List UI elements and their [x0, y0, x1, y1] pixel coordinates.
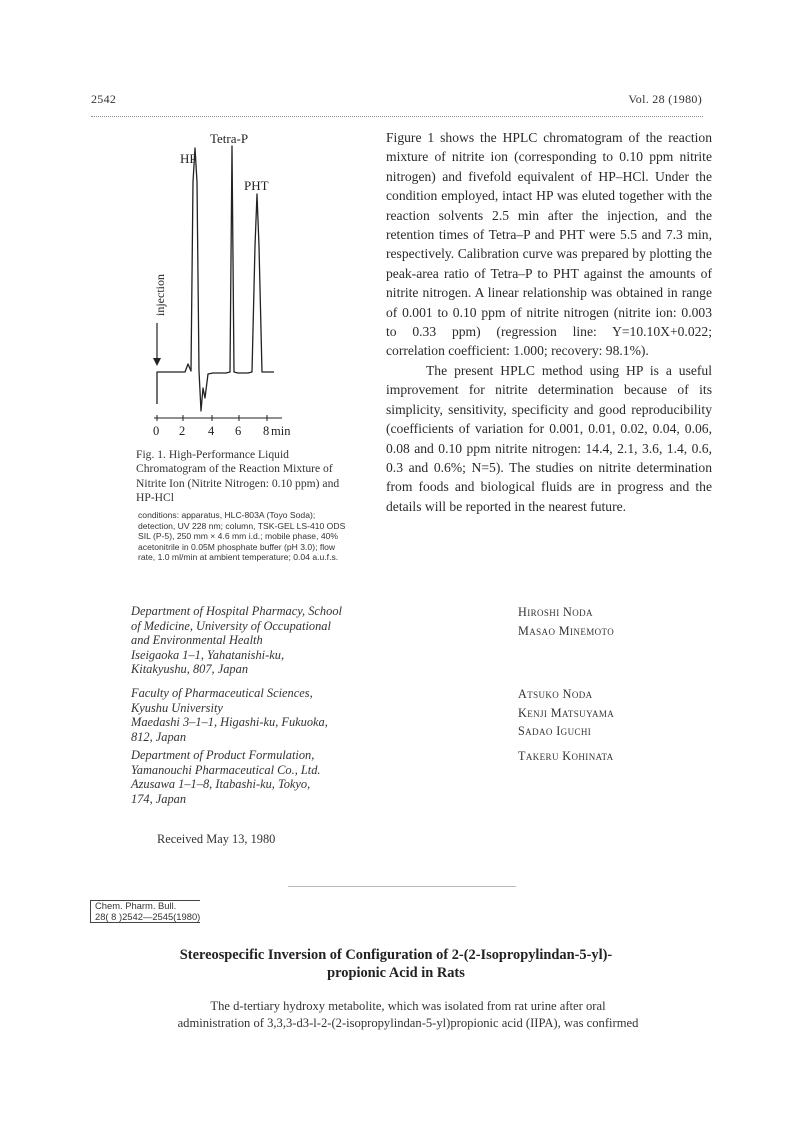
article-abstract: [138, 998, 678, 1031]
affiliation-line: and Environmental Health: [131, 633, 263, 648]
section-separator: [288, 886, 516, 887]
svg-text:injection: injection: [153, 274, 167, 316]
peak-label-pht: PHT: [244, 178, 269, 193]
affiliation-line: Kyushu University: [131, 700, 223, 715]
affiliation-2: [131, 686, 381, 744]
chromatogram-figure: [136, 126, 336, 446]
author-name: Hiroshi Noda: [518, 605, 593, 619]
caption-text: High-Performance Liquid Chromatogram of the Reaction Mixture of Nitrite Ion (Nitrite Nitrogen: 0.10 ppm) and HP-HCl: [136, 448, 340, 505]
caption-label: Fig. 1.: [136, 448, 166, 461]
citation-volume: 28( 8 )2542—2545(1980): [90, 912, 200, 924]
article-title-line: propionic Acid in Rats: [327, 965, 465, 981]
authors-1: [518, 603, 718, 640]
author-name: Atsuko Noda: [518, 687, 593, 701]
abstract-line: administration of 3,3,3-d3-l-2-(2-isopropylindan-5-yl)propionic acid (IIPA), was confirmed: [177, 1015, 639, 1030]
paragraph-1: Figure 1 shows the HPLC chromatogram of the reaction mixture of nitrite ion (corresponding to 0.10 ppm nitrite nitrogen) and fivefold equivalent of HP–HCl. Under the condition employed, intact HP was eluted together with the reaction solvents 2.5 min after the injection, and the retention times of Tetra–P and PHT were 5.5 and 7.3 min, respectively. Calibration curve was prepared by plotting the peak-area ratio of Tetra–P to PHT against the amounts of nitrite nitrogen. A linear relationship was obtained in range of 0.001 to 0.10 ppm of nitrite nitrogen (nitrite ion: 0.003 to 0.33 ppm) (regression line: Y=10.10X+0.022; correlation coefficient: 1.000; recovery: 98.1%).: [386, 130, 712, 359]
injection-label: [153, 274, 167, 316]
author-name: Masao Minemoto: [518, 623, 615, 638]
article-title-line: Stereospecific Inversion of Configuration of 2-(2-Isopropylindan-5-yl)-: [179, 947, 613, 963]
page-number: 2542: [91, 92, 117, 106]
tick-label-0: 0: [153, 424, 160, 438]
figure-conditions: conditions: apparatus, HLC-803A (Toyo Soda); detection, UV 228 nm; column, TSK-GEL LS-410 ODS SIL (P-5), 250 mm × 4.6 mm i.d.; mobile phase, 40% acetonitrile in 0.05M phosphate buffer (pH 3.0); flow rate, 1.0 ml/min at ambient temperature; 0.04 a.u.f.s.: [138, 510, 346, 563]
peak-label-tetra-p: Tetra-P: [210, 131, 249, 146]
tick-label-2: 2: [179, 424, 186, 438]
paragraph-2: The present HPLC method using HP is a useful improvement for nitrite determination because of its simplicity, sensitivity, specificity and good reproducibility (coefficients of variation for 0.001, 0.01, 0.02, 0.04, 0.06, 0.08 and 0.10 ppm nitrite nitrogen: 14.4, 2.1, 3.6, 1.4, 0.6, 0.3 and 0.6%; N=5). The studies on nitrite determination from foods and biological fluids are in progress and the details will be reported in the nearest future.: [386, 362, 712, 514]
authors-3: [518, 747, 718, 766]
journal-citation: [90, 900, 200, 923]
tick-label-4: 4: [208, 424, 215, 438]
affiliation-line: of Medicine, University of Occupational: [131, 618, 331, 633]
volume-info: Vol. 28 (1980): [628, 92, 702, 106]
affiliation-line: Department of Product Formulation,: [131, 748, 315, 762]
affiliation-line: Iseigaoka 1–1, Yahatanishi-ku,: [131, 647, 285, 662]
abstract-line: The d-tertiary hydroxy metabolite, which was isolated from rat urine after oral: [210, 999, 606, 1013]
affiliation-line: Maedashi 3–1–1, Higashi-ku, Fukuoka,: [131, 715, 328, 730]
tick-label-8: 8: [263, 424, 270, 438]
figure-caption: [136, 448, 348, 506]
author-name: Kenji Matsuyama: [518, 705, 615, 720]
affiliation-line: Department of Hospital Pharmacy, School: [131, 604, 342, 618]
affiliation-line: 812, Japan: [131, 729, 187, 744]
peak-label-hp: HP: [180, 151, 197, 166]
affiliation-3: [131, 748, 381, 806]
affiliation-line: Azusawa 1–1–8, Itabashi-ku, Tokyo,: [131, 777, 311, 792]
affiliation-1: [131, 604, 381, 677]
affiliation-line: Kitakyushu, 807, Japan: [131, 662, 249, 677]
article-title: [96, 946, 696, 982]
body-text: [386, 128, 712, 516]
x-axis-unit: min: [271, 424, 291, 438]
affiliation-line: 174, Japan: [131, 791, 187, 806]
authors-2: [518, 685, 718, 741]
received-date: Received May 13, 1980: [157, 832, 276, 846]
author-name: Sadao Iguchi: [518, 724, 592, 739]
injection-arrowhead: [153, 358, 161, 366]
author-name: Takeru Kohinata: [518, 749, 614, 763]
citation-journal: Chem. Pharm. Bull.: [90, 900, 200, 912]
affiliation-line: Faculty of Pharmaceutical Sciences,: [131, 686, 313, 700]
tick-label-6: 6: [235, 424, 242, 438]
header-rule: [91, 116, 703, 117]
affiliation-line: Yamanouchi Pharmaceutical Co., Ltd.: [131, 762, 321, 777]
